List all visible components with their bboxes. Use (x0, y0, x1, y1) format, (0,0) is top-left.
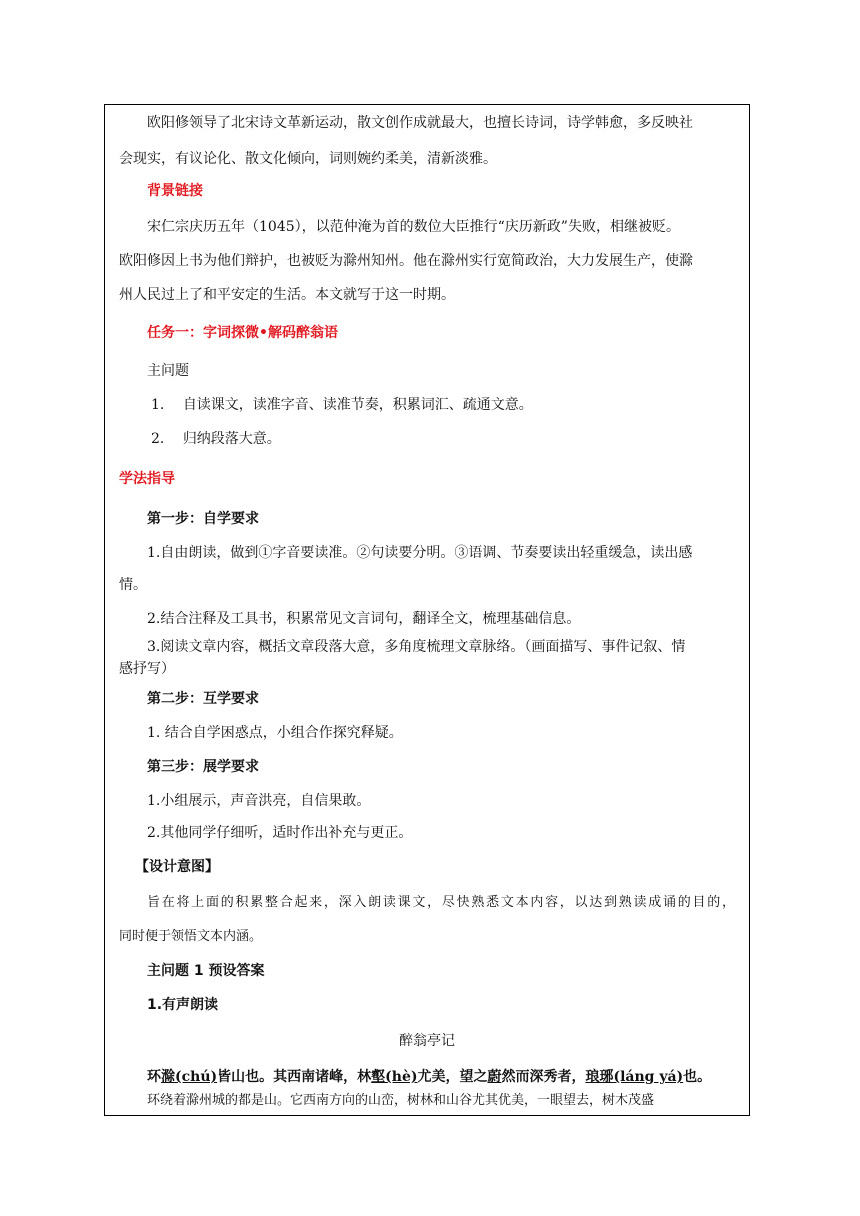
step3-item-2: 2.其他同学仔细听，适时作出补充与更正。 (147, 825, 413, 841)
item-number: 2. (151, 431, 165, 447)
original-text-line (147, 1067, 735, 1087)
step1-heading: 第一步：自学要求 (147, 511, 259, 527)
main-question-item-2 (151, 429, 735, 449)
intro-paragraph-line-2: 会现实，有议论化、散文化倾向，词则婉约柔美，清新淡雅。 (119, 151, 497, 167)
content-table-cell (104, 104, 750, 1116)
item-text: 归纳段落大意。 (182, 431, 281, 447)
main-question-label: 主问题 (147, 363, 189, 379)
background-line-3: 州人民过上了和平安定的生活。本文就写于这一时期。 (119, 287, 455, 303)
annotated-word: 壑(hè) (371, 1069, 418, 1085)
step1-item-2: 2.结合注释及工具书，积累常见文言词句，翻译全文，梳理基础信息。 (147, 611, 581, 627)
design-intent-heading: 【设计意图】 (135, 859, 219, 875)
annotated-word: 琅琊(láng yá) (585, 1069, 684, 1085)
original-segment: 也。 (683, 1069, 712, 1085)
original-segment: 尤美，望之 (417, 1069, 488, 1085)
step2-heading: 第二步：互学要求 (147, 691, 259, 707)
design-intent-line-2: 同时便于领悟文本内涵。 (119, 929, 263, 944)
item-text: 自读课文，读准字音、读准节奏，积累词汇、疏通文意。 (182, 397, 533, 413)
background-line-2: 欧阳修因上书为他们辩护，也被贬为滁州知州。他在滁州实行宽简政治，大力发展生产，使滁 (119, 253, 693, 269)
background-line-1: 宋仁宗庆历五年（1045），以范仲淹为首的数位大臣推行“庆历新政”失败，相继被贬。 (147, 219, 680, 235)
annotated-word: 滁(chú) (161, 1069, 218, 1085)
original-segment: 然而深秀者， (501, 1069, 586, 1085)
essay-title: 醉翁亭记 (399, 1033, 455, 1049)
step1-item-1-line-2: 情。 (119, 577, 147, 593)
design-intent-line-1: 旨在将上面的积累整合起来，深入朗读课文，尽快熟悉文本内容，以达到熟读成诵的目的， (147, 895, 735, 910)
step3-heading: 第三步：展学要求 (147, 759, 259, 775)
step2-item-1: 1. 结合自学困惑点，小组合作探究释疑。 (147, 725, 403, 741)
task1-heading: 任务一：字词探微•解码醉翁语 (147, 325, 338, 341)
method-guidance-heading: 学法指导 (119, 471, 175, 487)
original-segment: 皆山也。其西南诸峰，林 (217, 1069, 372, 1085)
item-number: 1. (151, 397, 165, 413)
annotated-word: 蔚 (487, 1069, 502, 1085)
step1-item-1-line-1: 1.自由朗读，做到①字音要读准。②句读要分明。③语调、节奏要读出轻重缓急，读出感 (147, 545, 693, 561)
original-segment: 环 (147, 1069, 161, 1085)
step1-item-3-line-2: 感抒写） (119, 661, 175, 677)
translation-line: 环绕着滁州城的都是山。它西南方向的山峦，树林和山谷尤其优美，一眼望去，树木茂盛 (147, 1093, 655, 1108)
reading-heading: 1.有声朗读 (147, 997, 219, 1013)
background-heading: 背景链接 (147, 183, 203, 199)
step3-item-1: 1.小组展示，声音洪亮，自信果敢。 (147, 793, 371, 809)
main-question-item-1 (151, 395, 735, 415)
answer-heading: 主问题 1 预设答案 (147, 963, 265, 979)
step1-item-3-line-1: 3.阅读文章内容，概括文章段落大意，多角度梳理文章脉络。（画面描写、事件记叙、情 (147, 639, 686, 655)
intro-paragraph-line-1: 欧阳修领导了北宋诗文革新运动，散文创作成就最大，也擅长诗词，诗学韩愈，多反映社 (147, 115, 693, 131)
